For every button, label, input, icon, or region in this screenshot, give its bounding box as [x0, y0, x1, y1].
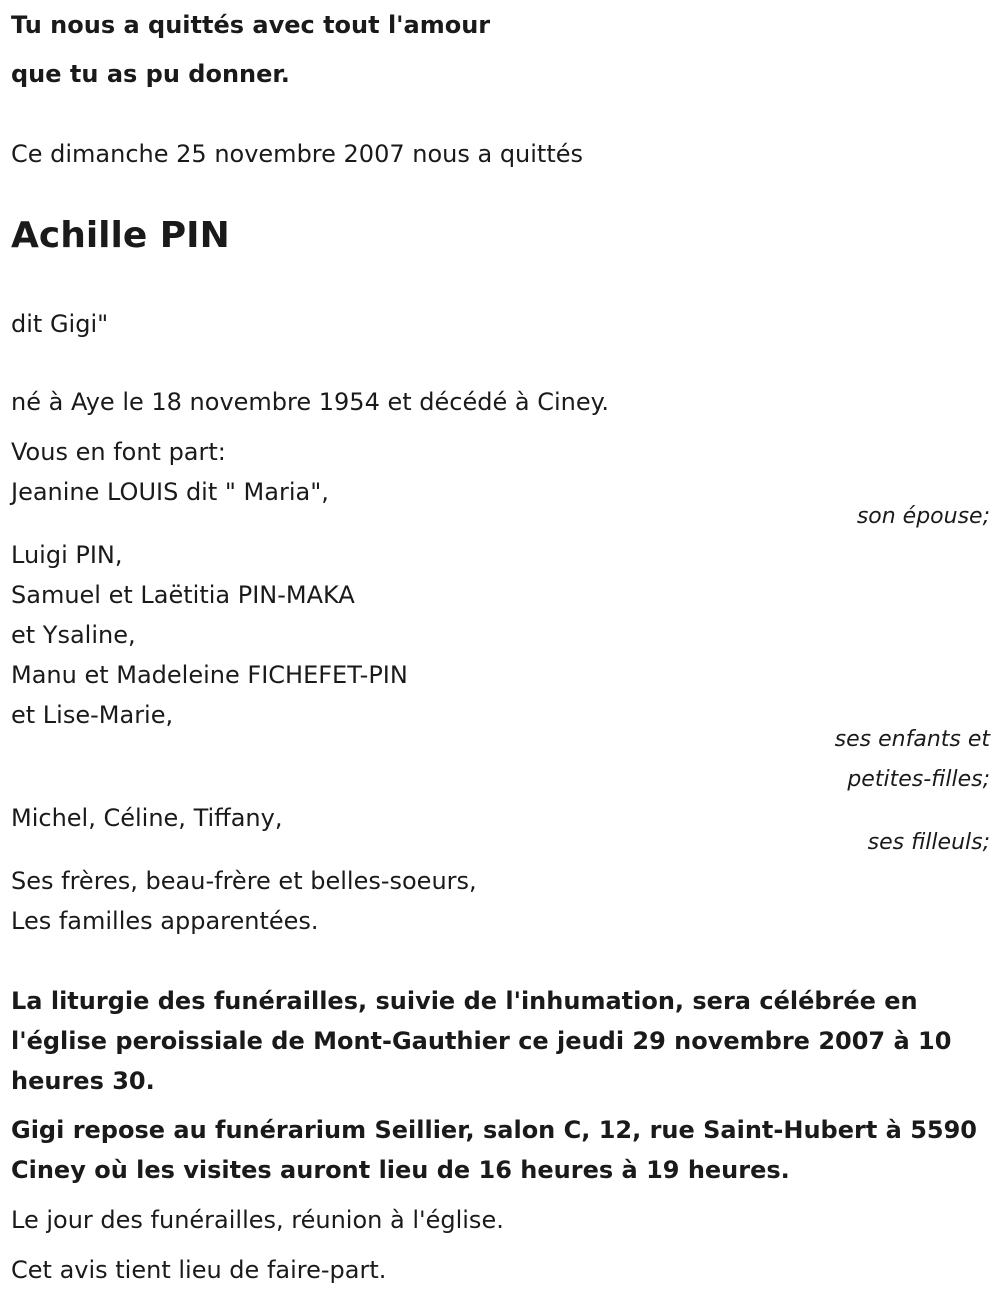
quote-line-2: que tu as pu donner.: [11, 60, 290, 88]
funeral-line: heures 30.: [11, 1067, 155, 1095]
other-family-line: Ses frères, beau-frère et belles-soeurs,: [11, 867, 477, 895]
child-line: Luigi PIN,: [11, 541, 123, 569]
other-family-line: Les familles apparentées.: [11, 907, 319, 935]
birth-death-text: né à Aye le 18 novembre 1954 et décédé à Ciney.: [11, 388, 610, 416]
deceased-nickname: dit Gigi": [11, 310, 109, 338]
godchildren-relation: ses filleuls;: [867, 830, 990, 855]
meeting-text: Le jour des funérailles, réunion à l'église.: [11, 1206, 504, 1234]
deceased-name: Achille PIN: [11, 215, 230, 256]
intro-text: Ce dimanche 25 novembre 2007 nous a quittés: [11, 140, 584, 168]
children-relation-line-1: ses enfants et: [834, 727, 990, 752]
funeral-line: La liturgie des funérailles, suivie de l'inhumation, sera célébrée en: [11, 987, 918, 1015]
funeral-line: l'église peroissiale de Mont-Gauthier ce jeudi 29 novembre 2007 à 10: [11, 1027, 952, 1055]
spouse-name: Jeanine LOUIS dit " Maria",: [11, 478, 329, 506]
godchildren-names: Michel, Céline, Tiffany,: [11, 804, 283, 832]
quote-line-1: Tu nous a quittés avec tout l'amour: [11, 11, 491, 39]
children-relation-line-2: petites-filles;: [847, 767, 990, 792]
child-line: Samuel et Laëtitia PIN-MAKA: [11, 581, 355, 609]
child-line: et Ysaline,: [11, 621, 136, 649]
announcers-heading: Vous en font part:: [11, 438, 226, 466]
spouse-relation: son épouse;: [856, 504, 990, 529]
visitation-line: Gigi repose au funérarium Seillier, salon C, 12, rue Saint-Hubert à 5590: [11, 1116, 977, 1144]
child-line: Manu et Madeleine FICHEFET-PIN: [11, 661, 408, 689]
notice-text: Cet avis tient lieu de faire-part.: [11, 1256, 387, 1284]
visitation-line: Ciney où les visites auront lieu de 16 heures à 19 heures.: [11, 1156, 790, 1184]
child-line: et Lise-Marie,: [11, 701, 174, 729]
